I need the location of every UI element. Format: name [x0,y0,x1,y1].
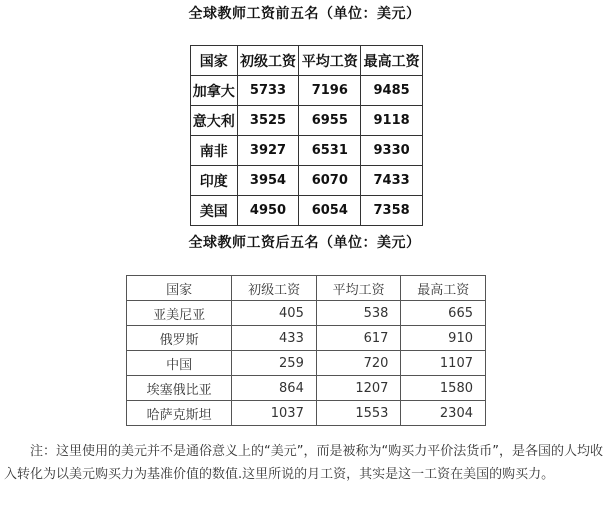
column-header-starting-salary: 初级工资 [232,276,317,301]
table-row [127,401,486,426]
average-salary-cell: 6955 [299,106,361,136]
table-row [127,326,486,351]
country-cell: 埃塞俄比亚 [127,376,232,401]
country-cell: 美国 [191,196,238,226]
starting-salary-cell: 1037 [232,401,317,426]
starting-salary-cell: 4950 [237,196,299,226]
max-salary-cell: 9330 [361,136,423,166]
table-header-row [191,46,423,76]
top-five-table-title: 全球教师工资前五名（单位：美元） [188,6,421,22]
starting-salary-cell: 3525 [237,106,299,136]
max-salary-cell: 7433 [361,166,423,196]
column-header-country: 国家 [191,46,238,76]
max-salary-cell: 665 [401,301,486,326]
average-salary-cell: 7196 [299,76,361,106]
country-cell: 加拿大 [191,76,238,106]
column-header-max-salary: 最高工资 [361,46,423,76]
average-salary-cell: 1553 [316,401,401,426]
max-salary-cell: 1107 [401,351,486,376]
average-salary-cell: 720 [316,351,401,376]
starting-salary-cell: 3954 [237,166,299,196]
country-cell: 意大利 [191,106,238,136]
country-cell: 南非 [191,136,238,166]
average-salary-cell: 6531 [299,136,361,166]
bottom-five-table-title: 全球教师工资后五名（单位：美元） [188,235,421,251]
column-header-average-salary: 平均工资 [316,276,401,301]
max-salary-cell: 9118 [361,106,423,136]
column-header-country: 国家 [127,276,232,301]
table-row [191,196,423,226]
starting-salary-cell: 5733 [237,76,299,106]
bottom-five-salary-table [126,275,486,426]
table-row [127,376,486,401]
average-salary-cell: 538 [316,301,401,326]
max-salary-cell: 9485 [361,76,423,106]
table-row [191,166,423,196]
column-header-average-salary: 平均工资 [299,46,361,76]
max-salary-cell: 7358 [361,196,423,226]
table-row [191,136,423,166]
country-cell: 亚美尼亚 [127,301,232,326]
starting-salary-cell: 405 [232,301,317,326]
starting-salary-cell: 3927 [237,136,299,166]
table-row [127,301,486,326]
average-salary-cell: 617 [316,326,401,351]
starting-salary-cell: 433 [232,326,317,351]
average-salary-cell: 1207 [316,376,401,401]
country-cell: 哈萨克斯坦 [127,401,232,426]
column-header-max-salary: 最高工资 [401,276,486,301]
top-five-salary-table [190,45,423,226]
max-salary-cell: 2304 [401,401,486,426]
footnote: 注：这里使用的美元并不是通俗意义上的“美元”，而是被称为“购买力平价法货币”，是各国的人均收入转化为以美元购买力为基准价值的数值.这里所说的月工资，其实是这一工资在美国的购买力。 [4,444,603,482]
starting-salary-cell: 259 [232,351,317,376]
column-header-starting-salary: 初级工资 [237,46,299,76]
starting-salary-cell: 864 [232,376,317,401]
max-salary-cell: 1580 [401,376,486,401]
average-salary-cell: 6054 [299,196,361,226]
table-header-row [127,276,486,301]
country-cell: 印度 [191,166,238,196]
country-cell: 俄罗斯 [127,326,232,351]
table-row [127,351,486,376]
country-cell: 中国 [127,351,232,376]
table-row [191,76,423,106]
table-row [191,106,423,136]
max-salary-cell: 910 [401,326,486,351]
average-salary-cell: 6070 [299,166,361,196]
